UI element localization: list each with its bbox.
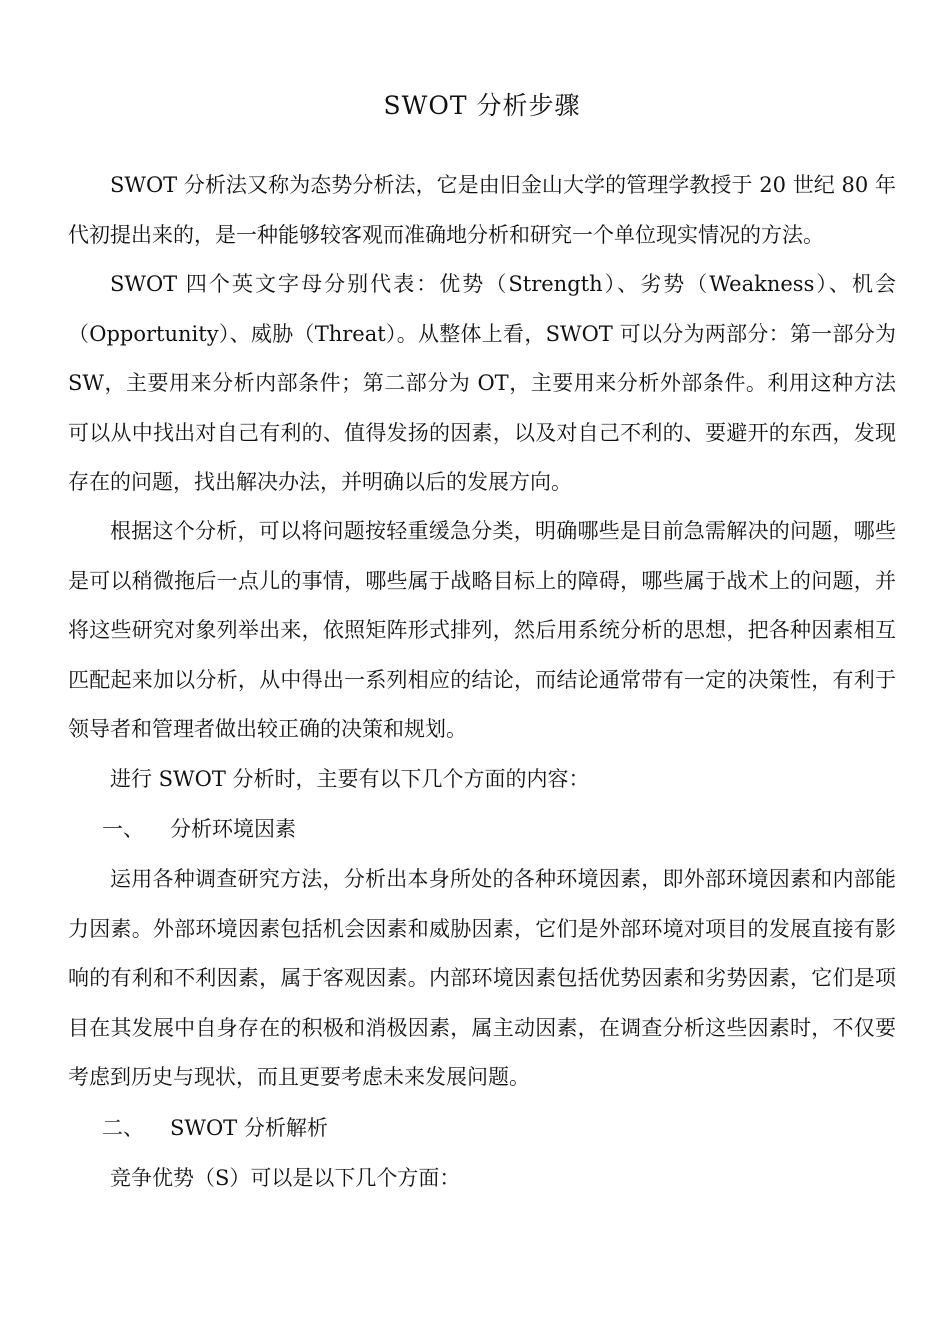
section-number: 一、 — [102, 817, 144, 841]
paragraph-strengths-intro: 竞争优势（S）可以是以下几个方面： — [110, 1166, 461, 1190]
section-title: 分析环境因素 — [170, 817, 296, 841]
paragraph-intro: SWOT 分析法又称为态势分析法，它是由旧金山大学的管理学教授于 20 世纪 80 年代初提出来的，是一种能够较客观而准确地分析和研究一个单位现实情况的方法。 — [68, 173, 896, 247]
document-title: SWOT 分析步骤 — [383, 91, 581, 120]
section-heading-1 — [102, 805, 296, 855]
paragraph-meaning: SWOT 四个英文字母分别代表：优势（Strength）、劣势（Weakness）、机会（Opportunity）、威胁（Threat）。从整体上看，SWOT 可以分为两部分：第一部分为 SW，主要用来分析内部条件；第二部分为 OT，主要用来分析外部条件。利用这种方法可以从中找出对自己有利的、值得发扬的因素，以及对自己不利的、要避开的东西，发现存在的问题，找出解决办法，并明确以后的发展方向。 — [68, 272, 896, 494]
section-heading-2 — [102, 1104, 328, 1154]
paragraph-purpose: 根据这个分析，可以将问题按轻重缓急分类，明确哪些是目前急需解决的问题，哪些是可以稍微拖后一点儿的事情，哪些属于战略目标上的障碍，哪些属于战术上的问题，并将这些研究对象列举出来，依照矩阵形式排列，然后用系统分析的思想，把各种因素相互匹配起来加以分析，从中得出一系列相应的结论，而结论通常带有一定的决策性，有利于领导者和管理者做出较正确的决策和规划。 — [68, 519, 896, 741]
section-number: 二、 — [102, 1116, 144, 1140]
paragraph-contents-intro: 进行 SWOT 分析时，主要有以下几个方面的内容： — [110, 767, 590, 791]
paragraph-env-factors: 运用各种调查研究方法，分析出本身所处的各种环境因素，即外部环境因素和内部能力因素。外部环境因素包括机会因素和威胁因素，它们是外部环境对项目的发展直接有影响的有利和不利因素，属于客观因素。内部环境因素包括优势因素和劣势因素，它们是项目在其发展中自身存在的积极和消极因素，属主动因素，在调查分析这些因素时，不仅要考虑到历史与现状，而且更要考虑未来发展问题。 — [68, 867, 896, 1089]
section-title: SWOT 分析解析 — [170, 1116, 328, 1140]
